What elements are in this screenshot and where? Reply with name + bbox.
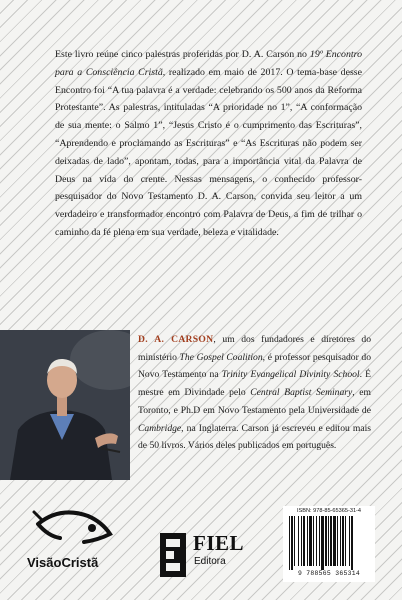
fiel-editora-text: Editora [194,556,226,567]
barcode-bar [309,516,312,566]
barcode-bar [294,516,295,566]
barcode-bar [291,516,293,570]
barcode-bar [289,516,290,570]
synopsis-text-2: , realizado em maio de 2017. O tema-base desse Encontro foi “A tua palavra é a verdade: celebrando os 500 anos da Reforma Protestante”. As palestras, intituladas “A prioridade no 1”, “A conformação de sua mente: o Salmo 1”, “Jesus Cristo é o cumprimento das Escrituras”, “Aprendendo e proclamando as Escrituras” e “As Escrituras não podem ser deixadas de lado”, apontam, todas, para a importância vital da Palavra de Deus na vida do crente. Nessas mensagens, o conhecido professor-pesquisador do Novo Testamento D. A. Carson, convida seu leitor a um verdadeiro e transformador encontro com Palavra de Deus, a fim de trilhar o caminho da fé plena em sua verdade, beleza e vitalidade. [55,66,362,238]
barcode-bar [345,516,346,566]
barcode-bar [321,516,324,570]
barcode-bar [316,516,317,566]
barcode-bar [349,516,350,566]
barcode-bar [303,516,305,566]
author-bio-text-2: , é professor pesquisador do Novo Testamento na [138,351,371,381]
ministry-name: The Gospel Coalition [179,351,263,363]
back-cover-synopsis [55,46,362,242]
author-bio-text-5: , na Inglaterra. Carson já escreveu e editou mais de 50 livros. Vários deles publicados em português. [138,422,371,452]
barcode-bar [342,516,344,566]
barcode-bar [301,516,302,566]
barcode-bar [351,516,353,570]
synopsis-text-1: Este livro reúne cinco palestras proferidas por D. A. Carson no [55,49,310,60]
author-photo [0,330,130,480]
seminary-name: Central Baptist Seminary [250,387,353,399]
barcode-bars [287,516,371,570]
barcode-bar [307,516,308,566]
barcode-bar [330,516,332,566]
barcode-bar [328,516,329,566]
author-name: D. A. CARSON [138,334,214,345]
author-photo-illustration [0,330,130,480]
barcode-bar [333,516,336,566]
barcode-bar [340,516,341,566]
barcode-bar [337,516,338,566]
visao-crista-logo-text: VisãoCristã [27,555,99,570]
fiel-logo-text: FIEL [193,531,245,555]
author-bio [138,331,371,455]
barcode-bar [313,516,314,566]
barcode-bar [298,516,299,566]
author-bio-text-4: , em Toronto, e Ph.D em Novo Testamento pela Universidade de [138,387,371,416]
author-bio-text-1: , um dos fundadores e diretores do ministério [138,334,371,363]
isbn-barcode [283,506,375,582]
author-bio-text-3: . É mestre em Divindade pelo [138,369,371,399]
barcode-digits: 9 788565 365314 [297,570,361,577]
school-name: Trinity Evangelical Divinity School [221,369,360,381]
event-name: 19º Encontro para a Consciência Cristã [55,49,362,78]
university-name: Cambridge [138,422,182,434]
barcode-bar [325,516,327,566]
isbn-label: ISBN: 978-85-65365-31-4 [296,508,362,514]
barcode-bar [319,516,320,566]
